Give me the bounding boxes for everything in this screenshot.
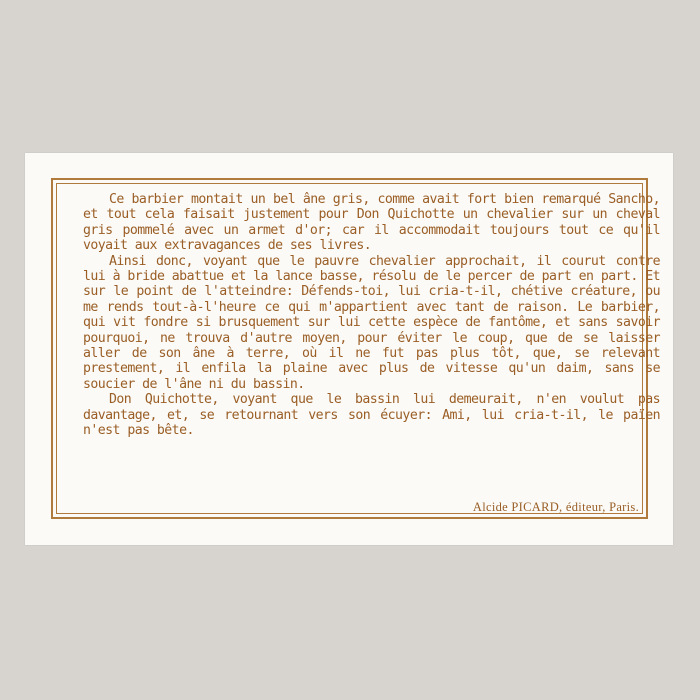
paragraph-1: Ce barbier montait un bel âne gris, comme avait fort bien remarqué Sancho, et tout cela faisait justement pour Don Quichotte un chevalier sur un cheval gris pommelé avec un armet d'or; car il accommodait toujours tout ce qu'il voyait aux extravagances de ses livres. (83, 192, 660, 254)
story-card (25, 153, 673, 545)
paragraph-3: Don Quichotte, voyant que le bassin lui demeurait, n'en voulut pas davantage, et, se retournant vers son écuyer: Ami, lui cria-t-il, le païen n'est pas bête. (83, 392, 660, 439)
story-text (83, 192, 660, 439)
paragraph-2: Ainsi donc, voyant que le pauvre chevalier approchait, il courut contre lui à bride abattue et la lance basse, résolu de le percer de part en part. Et sur le point de l'atteindre: Défends-toi, lui cria-t-il, chétive créature, ou me rends tout-à-l'heure ce qui m'appartient avec tant de raison. Le barbier, qui vit fondre si brusquement sur lui cette espèce de fantôme, et sans savoir pourquoi, ne trouva d'autre moyen, pour éviter le coup, que de se laisser aller de son âne à terre, où il ne fut pas plus tôt, que, se relevant prestement, il enfila la plaine avec plus de vitesse qu'un daim, sans se soucier de l'âne ni du bassin. (83, 253, 660, 392)
publisher-credit: Alcide PICARD, éditeur, Paris. (472, 500, 639, 514)
